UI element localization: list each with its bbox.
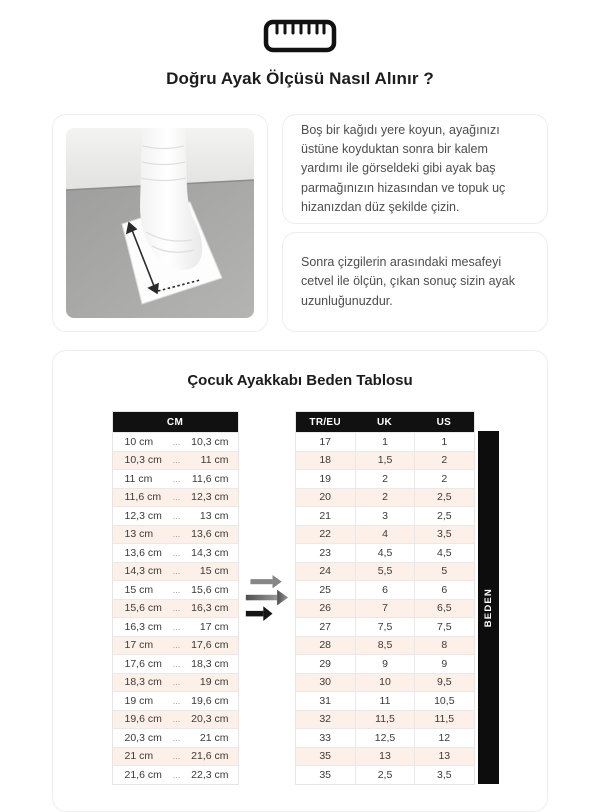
size-table-row [296, 599, 474, 618]
cm-from-value: 19 cm [124, 694, 154, 707]
size-tr-eu-value: 27 [319, 620, 331, 633]
cm-to-value: 18,3 cm [191, 657, 229, 670]
beden-bar [478, 431, 499, 784]
size-table [295, 411, 475, 785]
cm-separator: ... [172, 677, 181, 688]
size-tr-eu-value: 24 [319, 565, 331, 578]
size-tr-eu-value: 28 [319, 639, 331, 652]
cm-to-value: 13,6 cm [191, 528, 229, 541]
size-uk-value: 7,5 [355, 618, 414, 636]
cm-separator: ... [172, 584, 181, 595]
cm-to-value: 19 cm [199, 676, 229, 689]
size-us-value: 2,5 [414, 507, 473, 525]
cm-separator: ... [172, 714, 181, 725]
size-table-row [296, 710, 474, 729]
size-table-header [296, 412, 474, 432]
size-uk-value: 5,5 [355, 563, 414, 581]
cm-separator: ... [172, 769, 181, 780]
size-uk-value: 2,5 [355, 766, 414, 784]
instruction-step-2 [282, 232, 548, 332]
cm-to-value: 17,6 cm [191, 639, 229, 652]
ruler-icon [52, 18, 548, 54]
size-us-value: 2 [414, 470, 473, 488]
size-us-value: 11,5 [414, 711, 473, 729]
cm-to-value: 14,3 cm [191, 546, 229, 559]
cm-separator: ... [172, 751, 181, 762]
size-uk-value: 10 [355, 674, 414, 692]
cm-separator: ... [172, 492, 181, 503]
size-us-value: 9 [414, 655, 473, 673]
size-us-value: 13 [414, 748, 473, 766]
cm-table-row [113, 543, 238, 562]
size-us-value: 8 [414, 637, 473, 655]
cm-separator: ... [172, 658, 181, 669]
size-table-row [296, 673, 474, 692]
size-us-value: 5 [414, 563, 473, 581]
cm-to-value: 20,3 cm [191, 713, 229, 726]
cm-table-row [113, 580, 238, 599]
size-uk-value: 11,5 [355, 711, 414, 729]
cm-to-value: 11,6 cm [191, 472, 229, 485]
cm-from-value: 13,6 cm [124, 546, 162, 559]
size-tr-eu-value: 20 [319, 491, 331, 504]
size-tr-eu-value: 19 [319, 472, 331, 485]
cm-table-row [113, 673, 238, 692]
cm-to-value: 17 cm [199, 620, 229, 633]
size-table-title: Çocuk Ayakkabı Beden Tablosu [187, 372, 413, 389]
cm-separator: ... [172, 510, 181, 521]
size-tr-eu-value: 31 [319, 694, 331, 707]
size-tr-eu-value: 33 [319, 731, 331, 744]
size-tr-eu-value: 21 [319, 509, 331, 522]
cm-from-value: 11 cm [124, 472, 153, 485]
size-uk-value: 12,5 [355, 729, 414, 747]
size-tr-eu-value: 26 [319, 602, 331, 615]
size-us-value: 9,5 [414, 674, 473, 692]
size-us-value: 3,5 [414, 526, 473, 544]
size-us-value: 6,5 [414, 600, 473, 618]
size-table-row [296, 617, 474, 636]
size-us-value: 2 [414, 452, 473, 470]
cm-table-row [113, 506, 238, 525]
cm-from-value: 18,3 cm [124, 676, 162, 689]
cm-to-value: 22,3 cm [191, 768, 229, 781]
size-tr-eu-value: 22 [319, 528, 331, 541]
cm-separator: ... [172, 455, 181, 466]
cm-table-row [113, 710, 238, 729]
cm-table-row [113, 562, 238, 581]
size-us-value: 6 [414, 581, 473, 599]
cm-table-header: CM [113, 412, 238, 432]
cm-from-value: 15 cm [124, 583, 154, 596]
cm-from-value: 10,3 cm [124, 454, 162, 467]
size-guide-page [52, 0, 548, 812]
size-uk-value: 2 [355, 470, 414, 488]
size-table-row [296, 451, 474, 470]
col-header-uk: UK [376, 416, 393, 428]
cm-separator: ... [172, 732, 181, 743]
cm-table-row [113, 691, 238, 710]
size-uk-value: 11 [355, 692, 414, 710]
size-uk-value: 6 [355, 581, 414, 599]
size-table-row [296, 728, 474, 747]
size-tr-eu-value: 32 [319, 713, 331, 726]
size-tr-eu-value: 25 [319, 583, 331, 596]
size-us-value: 2,5 [414, 489, 473, 507]
cm-table-row [113, 636, 238, 655]
cm-from-value: 14,3 cm [124, 565, 162, 578]
cm-separator: ... [172, 566, 181, 577]
size-table-row [296, 580, 474, 599]
convert-arrows-icon [239, 411, 295, 785]
cm-from-value: 20,3 cm [124, 731, 162, 744]
cm-table-row [113, 728, 238, 747]
cm-table-row [113, 432, 238, 451]
cm-from-value: 13 cm [124, 528, 154, 541]
cm-separator: ... [172, 473, 181, 484]
size-uk-value: 9 [355, 655, 414, 673]
cm-separator: ... [172, 529, 181, 540]
size-tr-eu-value: 17 [319, 435, 331, 448]
size-table-row [296, 747, 474, 766]
size-uk-value: 7 [355, 600, 414, 618]
cm-to-value: 16,3 cm [191, 602, 229, 615]
size-uk-value: 3 [355, 507, 414, 525]
cm-table-row [113, 617, 238, 636]
size-table-row [296, 469, 474, 488]
size-uk-value: 13 [355, 748, 414, 766]
size-tr-eu-value: 29 [319, 657, 331, 670]
cm-separator: ... [172, 603, 181, 614]
size-us-value: 1 [414, 433, 473, 451]
cm-to-value: 12,3 cm [191, 491, 229, 504]
cm-table-row [113, 525, 238, 544]
size-table-row [296, 765, 474, 784]
cm-table-row [113, 451, 238, 470]
size-tr-eu-value: 30 [319, 676, 331, 689]
instruction-step-1-text: Boş bir kağıdı yere koyun, ayağınızı üstüne koyduktan sonra bir kalem yardımı ile görseldeki gibi ayak baş parmağınızın hizasından ve topuk uç hizanızdan düz şekilde çizin. [301, 122, 506, 215]
cm-from-value: 11,6 cm [124, 491, 162, 504]
size-table-row [296, 636, 474, 655]
cm-table-row [113, 469, 238, 488]
cm-to-value: 21,6 cm [191, 750, 229, 763]
size-table-section [52, 350, 548, 812]
cm-from-value: 10 cm [124, 435, 154, 448]
size-table-row [296, 432, 474, 451]
size-table-row [296, 562, 474, 581]
size-us-value: 12 [414, 729, 473, 747]
size-us-value: 4,5 [414, 544, 473, 562]
cm-separator: ... [172, 621, 181, 632]
cm-table-row [113, 765, 238, 784]
size-us-value: 7,5 [414, 618, 473, 636]
instruction-step-2-text: Sonra çizgilerin arasındaki mesafeyi cetvel ile ölçün, çıkan sonuç sizin ayak uzunluğunuzdur. [301, 254, 515, 308]
cm-to-value: 11 cm [200, 454, 229, 467]
size-table-row [296, 691, 474, 710]
cm-to-value: 15,6 cm [191, 583, 229, 596]
size-table-body [296, 432, 474, 784]
size-table-row [296, 506, 474, 525]
cm-from-value: 12,3 cm [124, 509, 162, 522]
cm-table-row [113, 747, 238, 766]
col-header-tr-eu: TR/EU [309, 416, 341, 428]
cm-table-row [113, 654, 238, 673]
size-uk-value: 4,5 [355, 544, 414, 562]
cm-table [112, 411, 239, 785]
cm-from-value: 17,6 cm [124, 657, 162, 670]
size-uk-value: 4 [355, 526, 414, 544]
cm-from-value: 21 cm [124, 750, 154, 763]
size-us-value: 10,5 [414, 692, 473, 710]
size-tr-eu-value: 23 [319, 546, 331, 559]
cm-to-value: 15 cm [199, 565, 229, 578]
cm-to-value: 19,6 cm [191, 694, 229, 707]
cm-separator: ... [172, 436, 181, 447]
col-header-us: US [436, 416, 452, 428]
page-title: Doğru Ayak Ölçüsü Nasıl Alınır ? [166, 69, 434, 88]
cm-table-body [113, 432, 238, 784]
cm-separator: ... [172, 695, 181, 706]
size-tr-eu-value: 18 [319, 454, 331, 467]
cm-separator: ... [172, 640, 181, 651]
size-table-row [296, 525, 474, 544]
cm-from-value: 19,6 cm [124, 713, 162, 726]
size-table-row [296, 543, 474, 562]
size-uk-value: 2 [355, 489, 414, 507]
size-uk-value: 1 [355, 433, 414, 451]
cm-to-value: 10,3 cm [191, 435, 229, 448]
size-uk-value: 1,5 [355, 452, 414, 470]
cm-table-row [113, 488, 238, 507]
measure-guide-section [52, 18, 548, 332]
size-table-row [296, 654, 474, 673]
cm-from-value: 17 cm [124, 639, 154, 652]
size-uk-value: 8,5 [355, 637, 414, 655]
cm-to-value: 13 cm [199, 509, 229, 522]
instruction-step-1 [282, 114, 548, 224]
cm-table-row [113, 599, 238, 618]
size-table-row [296, 488, 474, 507]
size-us-value: 3,5 [414, 766, 473, 784]
foot-measurement-photo [52, 114, 268, 332]
size-tr-eu-value: 35 [319, 768, 331, 781]
cm-from-value: 21,6 cm [124, 768, 162, 781]
cm-from-value: 15,6 cm [124, 602, 162, 615]
cm-to-value: 21 cm [199, 731, 229, 744]
beden-label: BEDEN [482, 587, 494, 627]
cm-from-value: 16,3 cm [124, 620, 162, 633]
cm-separator: ... [172, 547, 181, 558]
size-tr-eu-value: 35 [319, 750, 331, 763]
